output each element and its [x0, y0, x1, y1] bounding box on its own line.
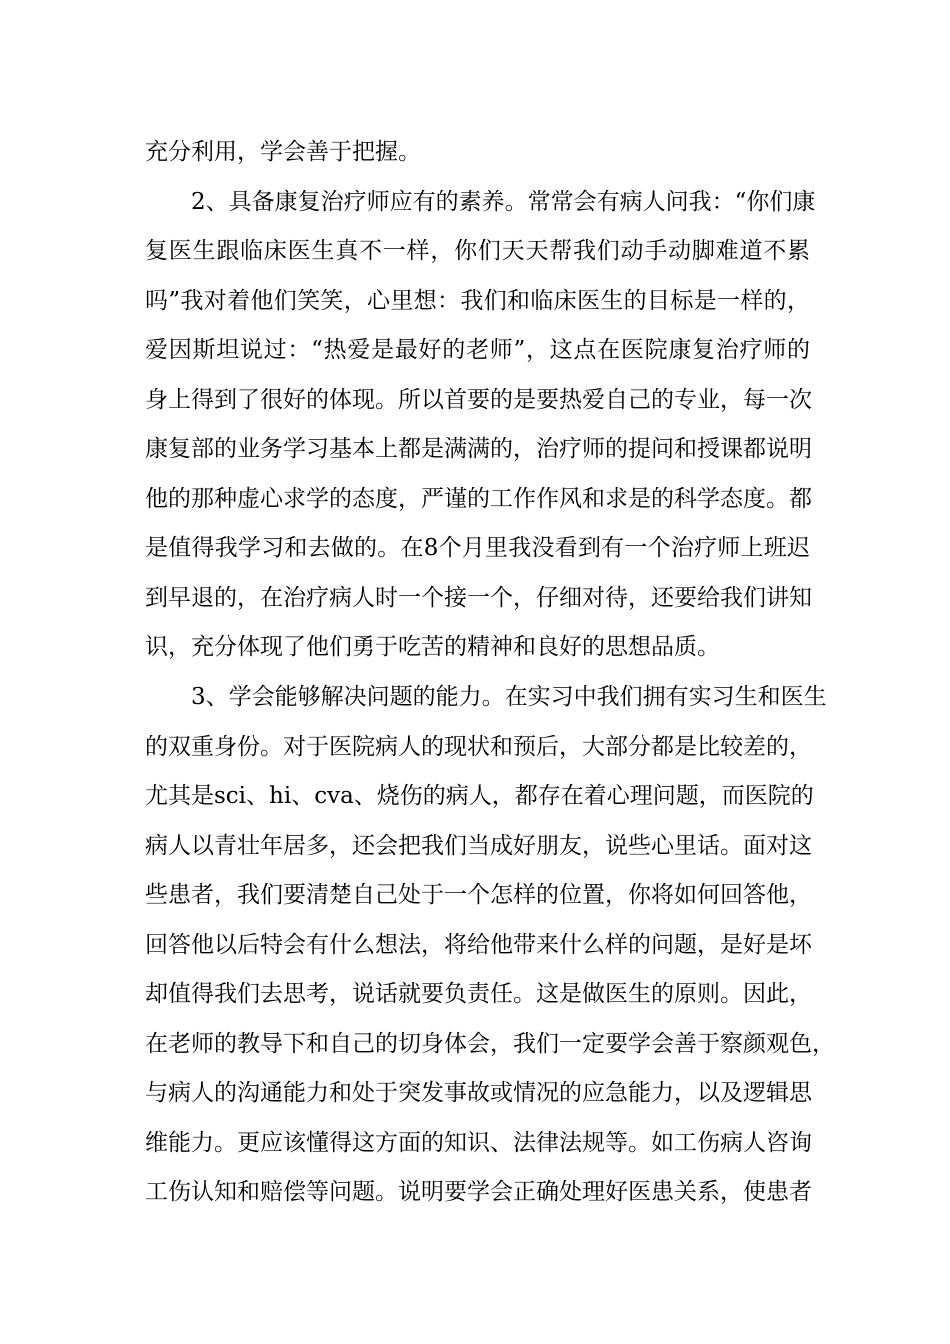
text-line: 却值得我们去思考，说话就要负责任。这是做医生的原则。因此， [145, 981, 812, 1008]
text-line: 吗”我对着他们笑笑，心里想：我们和临床医生的目标是一样的， [145, 287, 810, 314]
text-line: 到早退的，在治疗病人时一个接一个，仔细对待，还要给我们讲知 [145, 584, 812, 611]
text-line: 康复部的业务学习基本上都是满满的，治疗师的提问和授课都说明 [145, 436, 812, 463]
text-line: 回答他以后特会有什么想法，将给他带来什么样的问题，是好是坏 [145, 931, 812, 958]
text-line: 爱因斯坦说过：“热爱是最好的老师”，这点在医院康复治疗师的 [145, 337, 810, 364]
text-line: 是值得我学习和去做的。在8个月里我没看到有一个治疗师上班迟 [145, 535, 810, 562]
text-line: 维能力。更应该懂得这方面的知识、法律法规等。如工伤病人咨询 [145, 1129, 812, 1156]
text-line: 在老师的教导下和自己的切身体会，我们一定要学会善于察颜观色， [145, 1030, 835, 1057]
text-line: 尤其是sci、hi、cva、烧伤的病人，都存在着心理问题，而医院的 [145, 783, 814, 810]
text-line: 与病人的沟通能力和处于突发事故或情况的应急能力，以及逻辑思 [145, 1080, 812, 1107]
paragraph-3-heading-line: 3、学会能够解决问题的能力。在实习中我们拥有实习生和医生 [191, 684, 827, 711]
text-line: 病人以青壮年居多，还会把我们当成好朋友，说些心里话。面对这 [145, 832, 812, 859]
text-line: 的双重身份。对于医院病人的现状和预后，大部分都是比较差的， [145, 733, 812, 760]
text-line: 工伤认知和赔偿等问题。说明要学会正确处理好医患关系，使患者 [145, 1179, 812, 1206]
text-line: 身上得到了很好的体现。所以首要的是要热爱自己的专业，每一次 [145, 386, 812, 413]
text-line: 识，充分体现了他们勇于吃苦的精神和良好的思想品质。 [145, 634, 720, 661]
body-text [145, 128, 835, 1218]
text-line: 充分利用，学会善于把握。 [145, 139, 421, 165]
text-line: 复医生跟临床医生真不一样，你们天天帮我们动手动脚难道不累 [145, 238, 810, 265]
paragraph-2-heading-line: 2、具备康复治疗师应有的素养。常常会有病人问我：“你们康 [191, 188, 816, 215]
text-line: 些患者，我们要清楚自己处于一个怎样的位置，你将如何回答他， [145, 882, 812, 909]
text-line: 他的那种虚心求学的态度，严谨的工作作风和求是的科学态度。都 [145, 485, 812, 512]
